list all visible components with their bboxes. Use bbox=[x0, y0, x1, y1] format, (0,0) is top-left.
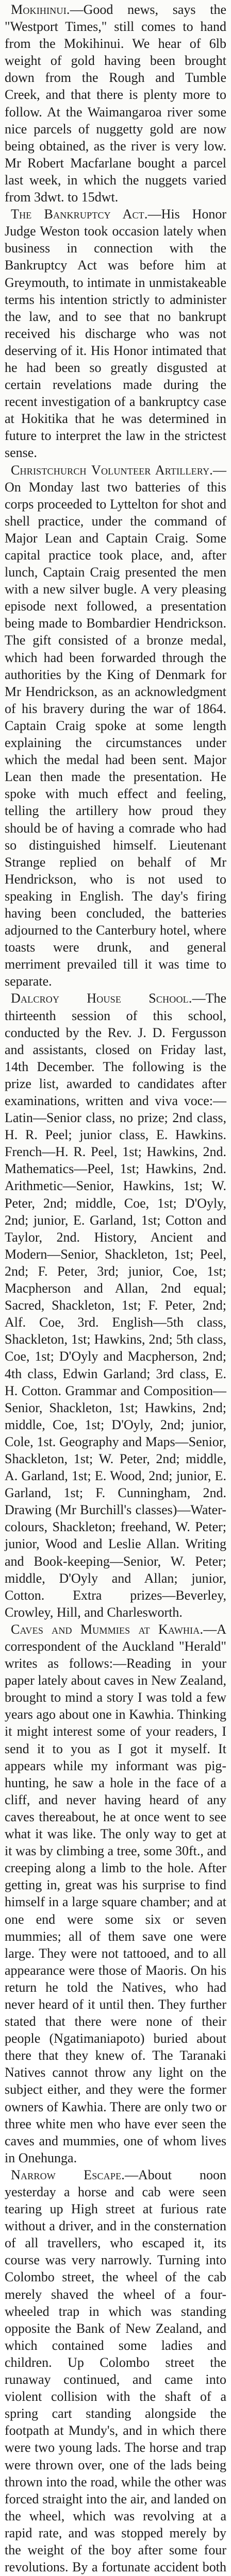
paragraph-body: —On Monday last two batteries of this corps proceeded to Lyttelton for shot and shell practice, under the command of Major Lean and Captain Craig. Some capital practice took place, and, after lunch, Captain Craig presented the men with a new silver bugle. A very pleasing episode next followed, a presentation being made to Bombardier Hendrickson. The gift consisted of a bronze medal, which had been forwarded through the authorities by the King of Denmark for Mr Hendrickson, as an acknowledgment of his bravery during the war of 1864. Captain Craig spoke at some length explaining the circumstances under which the medal had been sent. Major Lean then made the presentation. He spoke with much effect and feeling, telling the artillery how proud they should be of having a comrade who had so distinguished himself. Lieutenant Strange replied on behalf of Mr Hendrickson, who is not used to speaking in English. The day's firing having been concluded, the batteries adjourned to the Canterbury hotel, where toasts were drunk, and general merriment prevailed till it was time to separate. bbox=[5, 462, 226, 989]
paragraph-body: —Good news, says the "Westport Times," still comes to hand from the Mokihinui. We hear of 6lb weight of gold having been brought down from the Rough and Tumble Creek, and that there is plenty more to follow. At the Waimangaroa river some nice parcels of nuggetty gold are now being obtained, as the river is very low. Mr Robert Macfarlane bought a parcel last week, in which the nuggets varied from 3dwt. to 15dwt. bbox=[5, 2, 226, 205]
paragraph-body: —The thirteenth session of this school, conducted by the Rev. J. D. Fergusson and assistants, closed on Friday last, 14th December. The following is the prize list, awarded to candidates after examinations, written and viva voce:—Latin—Senior class, no prize; 2nd class, H. R. Peel; junior class, E. Hawkins. French—H. R. Peel, 1st; Hawkins, 2nd. Mathematics—Peel, 1st; Hawkins, 2nd. Arithmetic—Senior, Hawkins, 1st; W. Peter, 2nd; middle, Coe, 1st; D'Oyly, 2nd; junior, E. Garland, 1st; Cotton and Taylor, 2nd. History, Ancient and Modern—Senior, Shackleton, 1st; Peel, 2nd; F. Peter, 3rd; junior, Coe, 1st; Macpherson and Allan, 2nd equal; Sacred, Shackleton, 1st; F. Peter, 2nd; Alf. Coe, 3rd. English—5th class, Shackleton, 1st; Hawkins, 2nd; 5th class, Coe, 1st; D'Oyly and Macpherson, 2nd; 4th class, Edwin Garland; 3rd class, E. H. Cotton. Grammar and Composition—Senior, Shackleton, 1st; Hawkins, 2nd; middle, Coe, 1st; D'Oyly, 2nd; junior, Cole, 1st. Geography and Maps—Senior, Shackleton, 1st; W. Peter, 2nd; middle, A. Garland, 1st; E. Wood, 2nd; junior, E. Garland, 1st; F. Cunningham, 2nd. Drawing (Mr Burchill's classes)—Water-colours, Shackleton; freehand, W. Peter; junior, Wood and Leslie Allan. Writing and Book-keeping—Senior, W. Peter; middle, D'Oyly and Allan; junior, Cotton. Extra prizes—Beverley, Crowley, Hill, and Charlesworth. bbox=[5, 991, 226, 1620]
paragraph-dalcroy-house-school bbox=[5, 990, 226, 1620]
paragraph-volunteer-artillery bbox=[5, 462, 226, 990]
paragraph-heading: Caves and Mummies at Kawhia. bbox=[11, 1621, 204, 1637]
paragraph-heading: Mokihinui. bbox=[11, 2, 70, 17]
paragraph-mokihinui bbox=[5, 1, 226, 206]
paragraph-bankruptcy-act bbox=[5, 206, 226, 461]
paragraph-body: —His Honor Judge Weston took occasion lately when business in connection with the Bankruptcy Act was before him at Greymouth, to intimate in unmistakeable terms his intention strictly to administer the law, and to see that no bankrupt received his discharge who was not deserving of it. His Honor intimated that he had been so greatly disgusted at certain revelations made during the recent investigation of a bankruptcy case at Hokitika that he was determined in future to interpret the law in the strictest sense. bbox=[5, 207, 227, 461]
paragraph-heading: Dalcroy House School. bbox=[11, 991, 192, 1006]
paragraph-caves-and-mummies bbox=[5, 1621, 226, 2166]
paragraph-heading: Narrow Escape. bbox=[11, 2167, 125, 2182]
paragraph-body: —About noon yesterday a horse and cab were seen tearing up High street at furious rate without a driver, and in the consternation of all travellers, who escaped it, its course was very narrowly. Turning into Colombo street, the wheel of the cab merely shaved the wheel of a four-wheeled trap in which was standing opposite the Bank of New Zealand, and which contained some ladies and children. Up Colombo street the runaway continued, and came into violent collision with the shaft of a spring cart standing alongside the footpath at Mundy's, and in which there were two young lads. The horse and trap were thrown over, one of the lads being thrown into the road, while the other was forced straight into the air, and landed on the wheel, which was revolving at a rapid rate, and was stopped merely by the weight of the boy after some four revolutions. By a fortunate accident both bbox=[5, 2167, 227, 2575]
paragraph-heading: The Bankruptcy Act. bbox=[11, 207, 148, 222]
paragraph-heading: Christchurch Volunteer Artillery. bbox=[11, 462, 213, 478]
paragraph-body: —A correspondent of the Auckland "Herald" writes as follows:—Reading in your paper lately about caves in New Zealand, brought to mind a story I was told a few years ago about one in Kawhia. Thinking it might interest some of your readers, I send it to you as I got it myself. It appears while my informant was pig-hunting, he saw a hole in the face of a cliff, and never having heard of any caves thereabout, he at once went to see what it was like. The only way to get at it was by climbing a tree, some 30ft., and creeping along a limb to the hole. After getting in, great was his surprise to find himself in a large square chamber; and at one end were some six or seven mummies; all of them save one were large. They were not tattooed, and to all appearance were those of Maoris. On his return he told the Natives, who had never heard of it until then. They further stated that there were none of their people (Ngatimaniapoto) buried about there that they knew of. The Taranaki Natives cannot throw any light on the subject either, and they were the former owners of Kawhia. There are only two or three white men who have ever seen the caves and mummies, one of whom lives in Onehunga. bbox=[5, 1621, 226, 2165]
paragraph-narrow-escape bbox=[5, 2166, 226, 2576]
